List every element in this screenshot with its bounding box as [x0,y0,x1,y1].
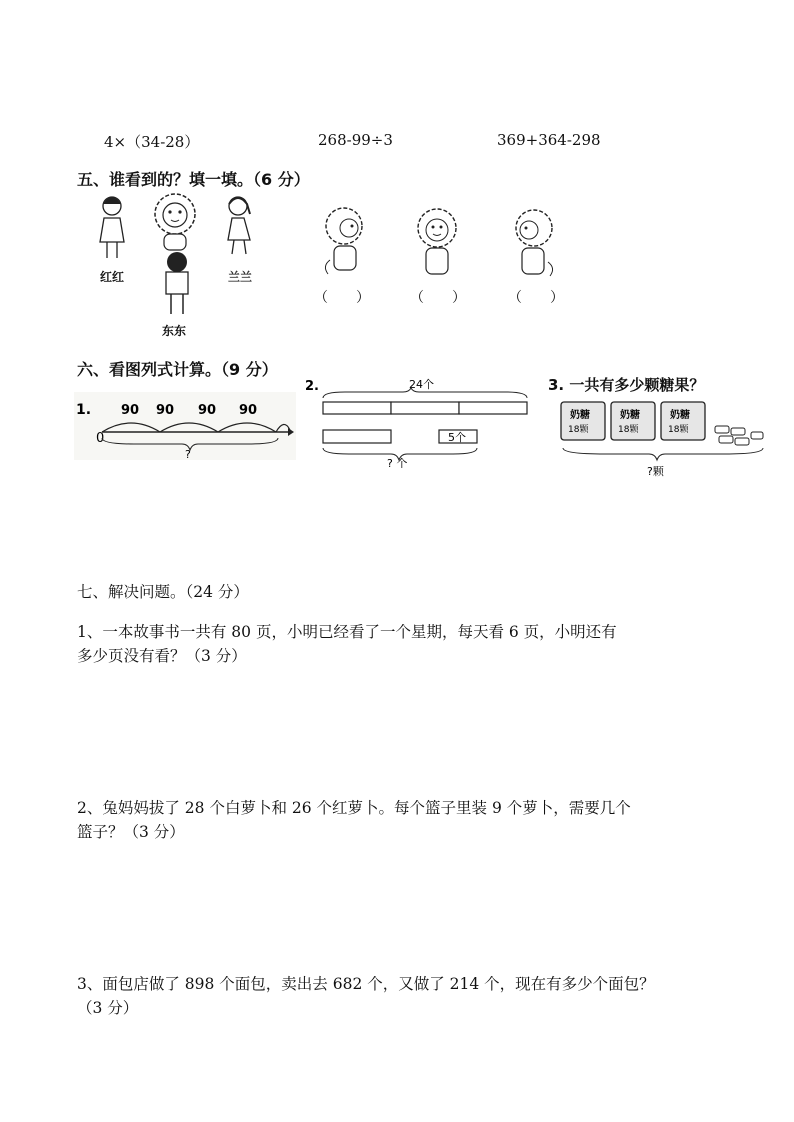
bag2-label: 奶糖 [620,410,640,421]
bag1-label: 奶糖 [570,410,590,421]
answer-blank-2[interactable]: （ ） [410,290,466,306]
fig1-question: ? [185,448,191,460]
boy-back-icon [166,252,188,314]
section6-title: 六、看图列式计算。（9 分） [77,360,278,379]
fig2-number: 2. [305,379,319,394]
name-lanlan: 兰兰 [228,270,253,284]
observers-illustration [92,190,282,340]
name-dongdong: 东东 [162,324,187,338]
section5-title: 五、谁看到的？填一填。（6 分） [77,170,310,189]
fig2-question: ? 个 [387,457,408,468]
girl-figure-icon [100,197,124,258]
candy-bag-2 [611,402,655,440]
fig1-seg-1: 90 [121,403,140,418]
fig1-number: 1. [76,402,92,418]
lion-front-icon [155,194,195,250]
bag3-label: 奶糖 [670,410,690,421]
fig3-question: ?颗 [647,465,664,478]
fig1-seg-3: 90 [198,403,217,418]
expression-3: 369+364-298 [497,131,601,149]
section7-title: 七、解决问题。（24 分） [77,583,249,601]
expression-2: 268-99÷3 [318,131,393,149]
problem1-line1: 1、一本故事书一共有 80 页，小明已经看了一个星期，每天看 6 页，小明还有 [77,623,617,641]
answer-blank-3[interactable]: （ ） [508,290,564,306]
bag1-count: 18颗 [568,425,589,435]
fig1-zero: 0 [96,431,105,446]
candy-bag-1 [561,402,605,440]
lion-side-right-icon [512,206,562,282]
fig2-top-label: 24个 [409,378,434,391]
bag3-count: 18颗 [668,425,689,435]
problem1-line2: 多少页没有看？（3 分） [77,647,247,665]
bag2-count: 18颗 [618,425,639,435]
figure2-bar-diagram [305,376,533,468]
problem2-line1: 2、兔妈妈拔了 28 个白萝卜和 26 个红萝卜。每个篮子里装 9 个萝卜，需要几个 [77,799,631,817]
figure3-candy-diagram [555,396,770,480]
answer-blank-1[interactable]: （ ） [314,290,370,306]
lion-front-view-icon [412,206,462,282]
problem2-line2: 篮子？（3 分） [77,823,185,841]
candy-bag-3 [661,402,705,440]
expression-1: 4×（34-28） [104,133,200,151]
problem3-line1: 3、面包店做了 898 个面包，卖出去 682 个，又做了 214 个，现在有多少个面包？ [77,975,655,993]
problem3-line2: （3 分） [77,999,139,1017]
fig3-title: 3. 一共有多少颗糖果？ [548,376,705,394]
girl-lanlan-icon [228,197,250,254]
fig2-bottom-label: 5个 [448,431,466,444]
figure1-number-line [74,392,296,460]
fig1-seg-4: 90 [239,403,258,418]
fig1-seg-2: 90 [156,403,175,418]
loose-candies-icon [715,426,763,445]
lion-side-left-icon [316,204,366,282]
name-honghong: 红红 [100,270,125,284]
